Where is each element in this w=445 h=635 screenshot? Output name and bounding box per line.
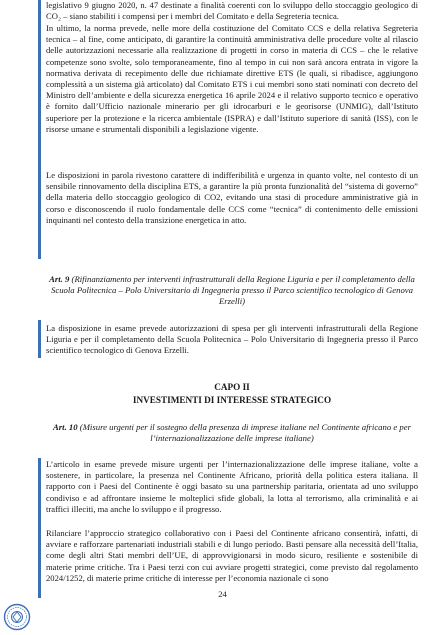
art10-title: Art. 10 <box>53 422 78 432</box>
margin-bar-art9 <box>38 320 41 358</box>
art10-body-2: Rilanciare l’approccio strategico collaborativo con i Paesi del Continente africano consentirà, infatti, di avviare e rafforzare partenariati industriali stabili e di lungo periodo. Basti pensare alla necessità dell’Italia, come degli altri Stati membri dell’UE, di approvvigionarsi in modo sicuro, resiliente e sostenibile di materie prime critiche. Tra i Paesi terzi con cui avviare progetti strategici, come previsto dal regolamento 2024/1252, di materie prime critiche di interesse per l’economia nazionale ci sono <box>46 528 418 583</box>
senate-seal-icon <box>3 603 31 631</box>
art9-body: La disposizione in esame prevede autorizzazioni di spesa per gli interventi infrastrutturali della Regione Liguria e per il completamento della Scuola Politecnica – Polo Universitario di Ingegneria presso il Parco scientifico tecnologico di Genova Erzelli. <box>46 323 418 356</box>
page-number: 24 <box>218 589 227 599</box>
art9-title: Art. 9 <box>49 274 70 284</box>
art10-body-1: L’articolo in esame prevede misure urgenti per l’internazionalizzazione delle imprese italiane, volte a sostenere, in particolare, la presenza nel Continente Africano, priorità della politica estera italiana. Il rapporto con i Paesi del Continente è oggi basato su una partnership paritaria, orientata ad uno sviluppo condiviso e ad affrontare insieme le molteplici sfide globali, la lotta al terrorismo, alla criminalità e ai traffici illeciti, ma anche lo sviluppo e il progresso. <box>46 459 418 514</box>
art10-heading-text: (Misure urgenti per il sostegno della presenza di imprese italiane nel Continente africano e per l’internazionalizzazione delle imprese italiane) <box>79 422 411 444</box>
margin-bar-art10 <box>38 458 41 598</box>
art10-heading <box>46 422 418 444</box>
art9-heading <box>46 274 418 308</box>
paragraph-3: Le disposizioni in parola rivestono carattere di indifferibilità e urgenza in quanto volte, nel contesto di un sensibile rinnovamento della disciplina ETS, a garantire la più pronta funzionalità del “sistema di governo” della materia dello stoccaggio geologico di CO2, evitando una stasi di procedure amministrative già in corso e disconoscendo il ruolo fondamentale delle CCS come “tecnica” di contenimento delle emissioni inquinanti nel contesto della transizione energetica in atto. <box>46 170 418 225</box>
capo-title: INVESTIMENTI DI INTERESSE STRATEGICO <box>132 395 332 405</box>
capo-number: CAPO II <box>214 382 250 392</box>
paragraph-1: legislativo 9 giugno 2020, n. 47 destinate a finalità coerenti con lo sviluppo dello stoccaggio geologico di CO₂ – siano stabiliti i compensi per i membri del Comitato e della Segreteria tecnica. <box>46 0 418 22</box>
margin-bar-top <box>38 0 41 259</box>
art9-heading-text: (Rifinanziamento per interventi infrastrutturali della Regione Liguria e per il completamento della Scuola Politecnica – Polo Universitario di Ingegneria presso il Parco scientifico tecnologico di Genova Erzelli) <box>51 274 415 307</box>
paragraph-2: In ultimo, la norma prevede, nelle more della costituzione del Comitato CCS e della relativa Segreteria tecnica – al fine, come anticipato, di garantire la continuità amministrativa delle procedure volte al rilascio delle autorizzazioni necessarie alla realizzazione di progetti in corso in materia di CCS – che le relative competenze sono svolte, solo temporaneamente, fino al tempo in cui non sarà ancora entrata in vigore la normativa derivata di recepimento delle due richiamate direttive ETS (le quali, si ribadisce, aggiungono complessità a un sistema già articolato) dal Comitato ETS i cui membri sono stati nominati con decreto del Ministro dell’ambiente e della sicurezza energetica 16 aprile 2024 e il relativo supporto tecnico e operativo è fornito dall’Ufficio nazionale minerario per gli idrocarburi e le georisorse (UNMIG), dall’Istituto superiore per la protezione e la ricerca ambientale (ISPRA) e dall’Istituto superiore di sanità (ISS), con le risorse umane e strumentali disponibili a legislazione vigente. <box>46 23 418 134</box>
